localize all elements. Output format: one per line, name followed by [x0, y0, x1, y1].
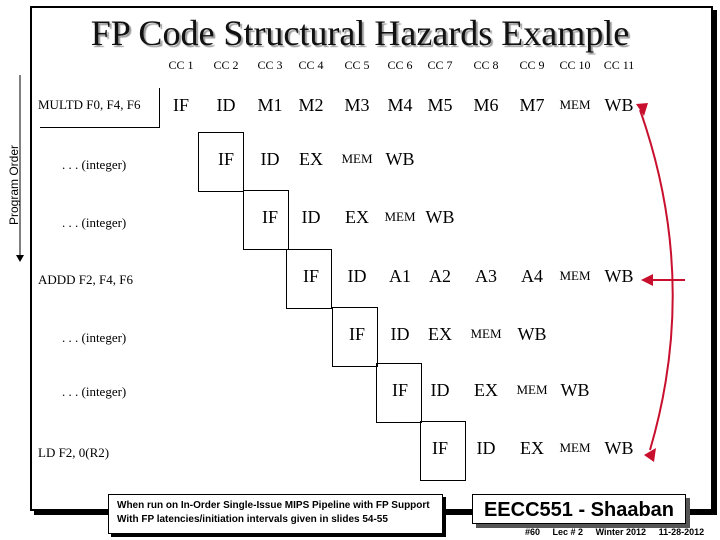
stage-m1: M1 — [257, 95, 283, 115]
stage-mem: MEM — [341, 151, 373, 166]
cc-label: CC 1 — [168, 58, 194, 72]
stage-id: ID — [260, 149, 280, 169]
cc-label: CC 3 — [257, 58, 283, 72]
stage-mem: MEM — [559, 440, 591, 455]
slide-title: FP Code Structural Hazards Example — [90, 13, 630, 53]
slide-number: #60 — [525, 527, 541, 537]
instruction-label: . . . (integer) — [62, 384, 127, 399]
cc-label: CC 8 — [473, 58, 499, 72]
stage-a3: A3 — [475, 266, 497, 286]
instruction-label: MULTD F0, F4, F6 — [38, 97, 141, 112]
stage-wb: WB — [604, 95, 634, 115]
stage-m4: M4 — [387, 95, 413, 115]
cc-label: CC 10 — [559, 58, 591, 72]
stage-mem: MEM — [516, 382, 548, 397]
slide-info — [525, 527, 714, 537]
stage-wb: WB — [425, 207, 455, 227]
stage-id: ID — [390, 324, 410, 344]
stage-if: IF — [302, 266, 320, 286]
stage-m3: M3 — [344, 95, 370, 115]
stage-wb: WB — [560, 380, 590, 400]
cc-label: CC 9 — [519, 58, 545, 72]
footnote-line-1: When run on In-Order Single-Issue MIPS Pipeline with FP Support — [117, 500, 430, 511]
stage-ex: EX — [474, 380, 498, 400]
stage-m6: M6 — [473, 95, 499, 115]
cc-label: CC 5 — [344, 58, 370, 72]
stage-a2: A2 — [429, 266, 451, 286]
stage-mem: MEM — [384, 209, 416, 224]
stage-mem: MEM — [559, 97, 591, 112]
stage-wb: WB — [385, 149, 415, 169]
stage-mem: MEM — [470, 326, 502, 341]
lecture-number: Lec # 2 — [552, 527, 584, 537]
instruction-label: ADDD F2, F4, F6 — [38, 272, 133, 287]
stage-id: ID — [216, 95, 236, 115]
stage-if: IF — [217, 149, 235, 169]
stage-ex: EX — [345, 207, 369, 227]
course-brand: EECC551 - Shaaban — [472, 494, 686, 524]
stage-ex: EX — [520, 438, 544, 458]
stage-id: ID — [301, 207, 321, 227]
hazard-arrowhead-middle — [641, 274, 653, 286]
instruction-label: LD F2, 0(R2) — [38, 445, 110, 460]
cc-label: CC 6 — [387, 58, 413, 72]
stage-a1: A1 — [389, 266, 411, 286]
stage-ex: EX — [299, 149, 323, 169]
stage-id: ID — [430, 380, 450, 400]
stage-if: IF — [348, 324, 366, 344]
stage-ex: EX — [428, 324, 452, 344]
hazard-arrowhead-bottom — [644, 448, 656, 462]
footnote-box — [108, 494, 443, 534]
stage-wb: WB — [604, 438, 634, 458]
instruction-label: . . . (integer) — [62, 157, 127, 172]
stage-m7: M7 — [519, 95, 545, 115]
stage-id: ID — [347, 266, 367, 286]
stage-if: IF — [391, 380, 409, 400]
term: Winter 2012 — [595, 527, 647, 537]
stage-id: ID — [476, 438, 496, 458]
stage-if: IF — [172, 95, 190, 115]
program-order-label: Program Order — [7, 144, 21, 226]
stage-mem: MEM — [559, 268, 591, 283]
footnote-line-2: With FP latencies/initiation intervals given in slides 54-55 — [117, 514, 388, 525]
program-order-arrowhead — [16, 255, 24, 262]
stage-wb: WB — [517, 324, 547, 344]
stage-if: IF — [431, 438, 449, 458]
cc-label: CC 7 — [427, 58, 453, 72]
cc-label: CC 2 — [213, 58, 239, 72]
stage-wb: WB — [604, 266, 634, 286]
date: 11-28-2012 — [658, 527, 705, 537]
stage-if: IF — [261, 207, 279, 227]
cc-label: CC 4 — [298, 58, 324, 72]
stage-a4: A4 — [521, 266, 543, 286]
instruction-label: . . . (integer) — [62, 330, 127, 345]
stage-m2: M2 — [298, 95, 324, 115]
stage-m5: M5 — [427, 95, 453, 115]
instruction-label: . . . (integer) — [62, 215, 127, 230]
cc-label: CC 11 — [603, 58, 635, 72]
